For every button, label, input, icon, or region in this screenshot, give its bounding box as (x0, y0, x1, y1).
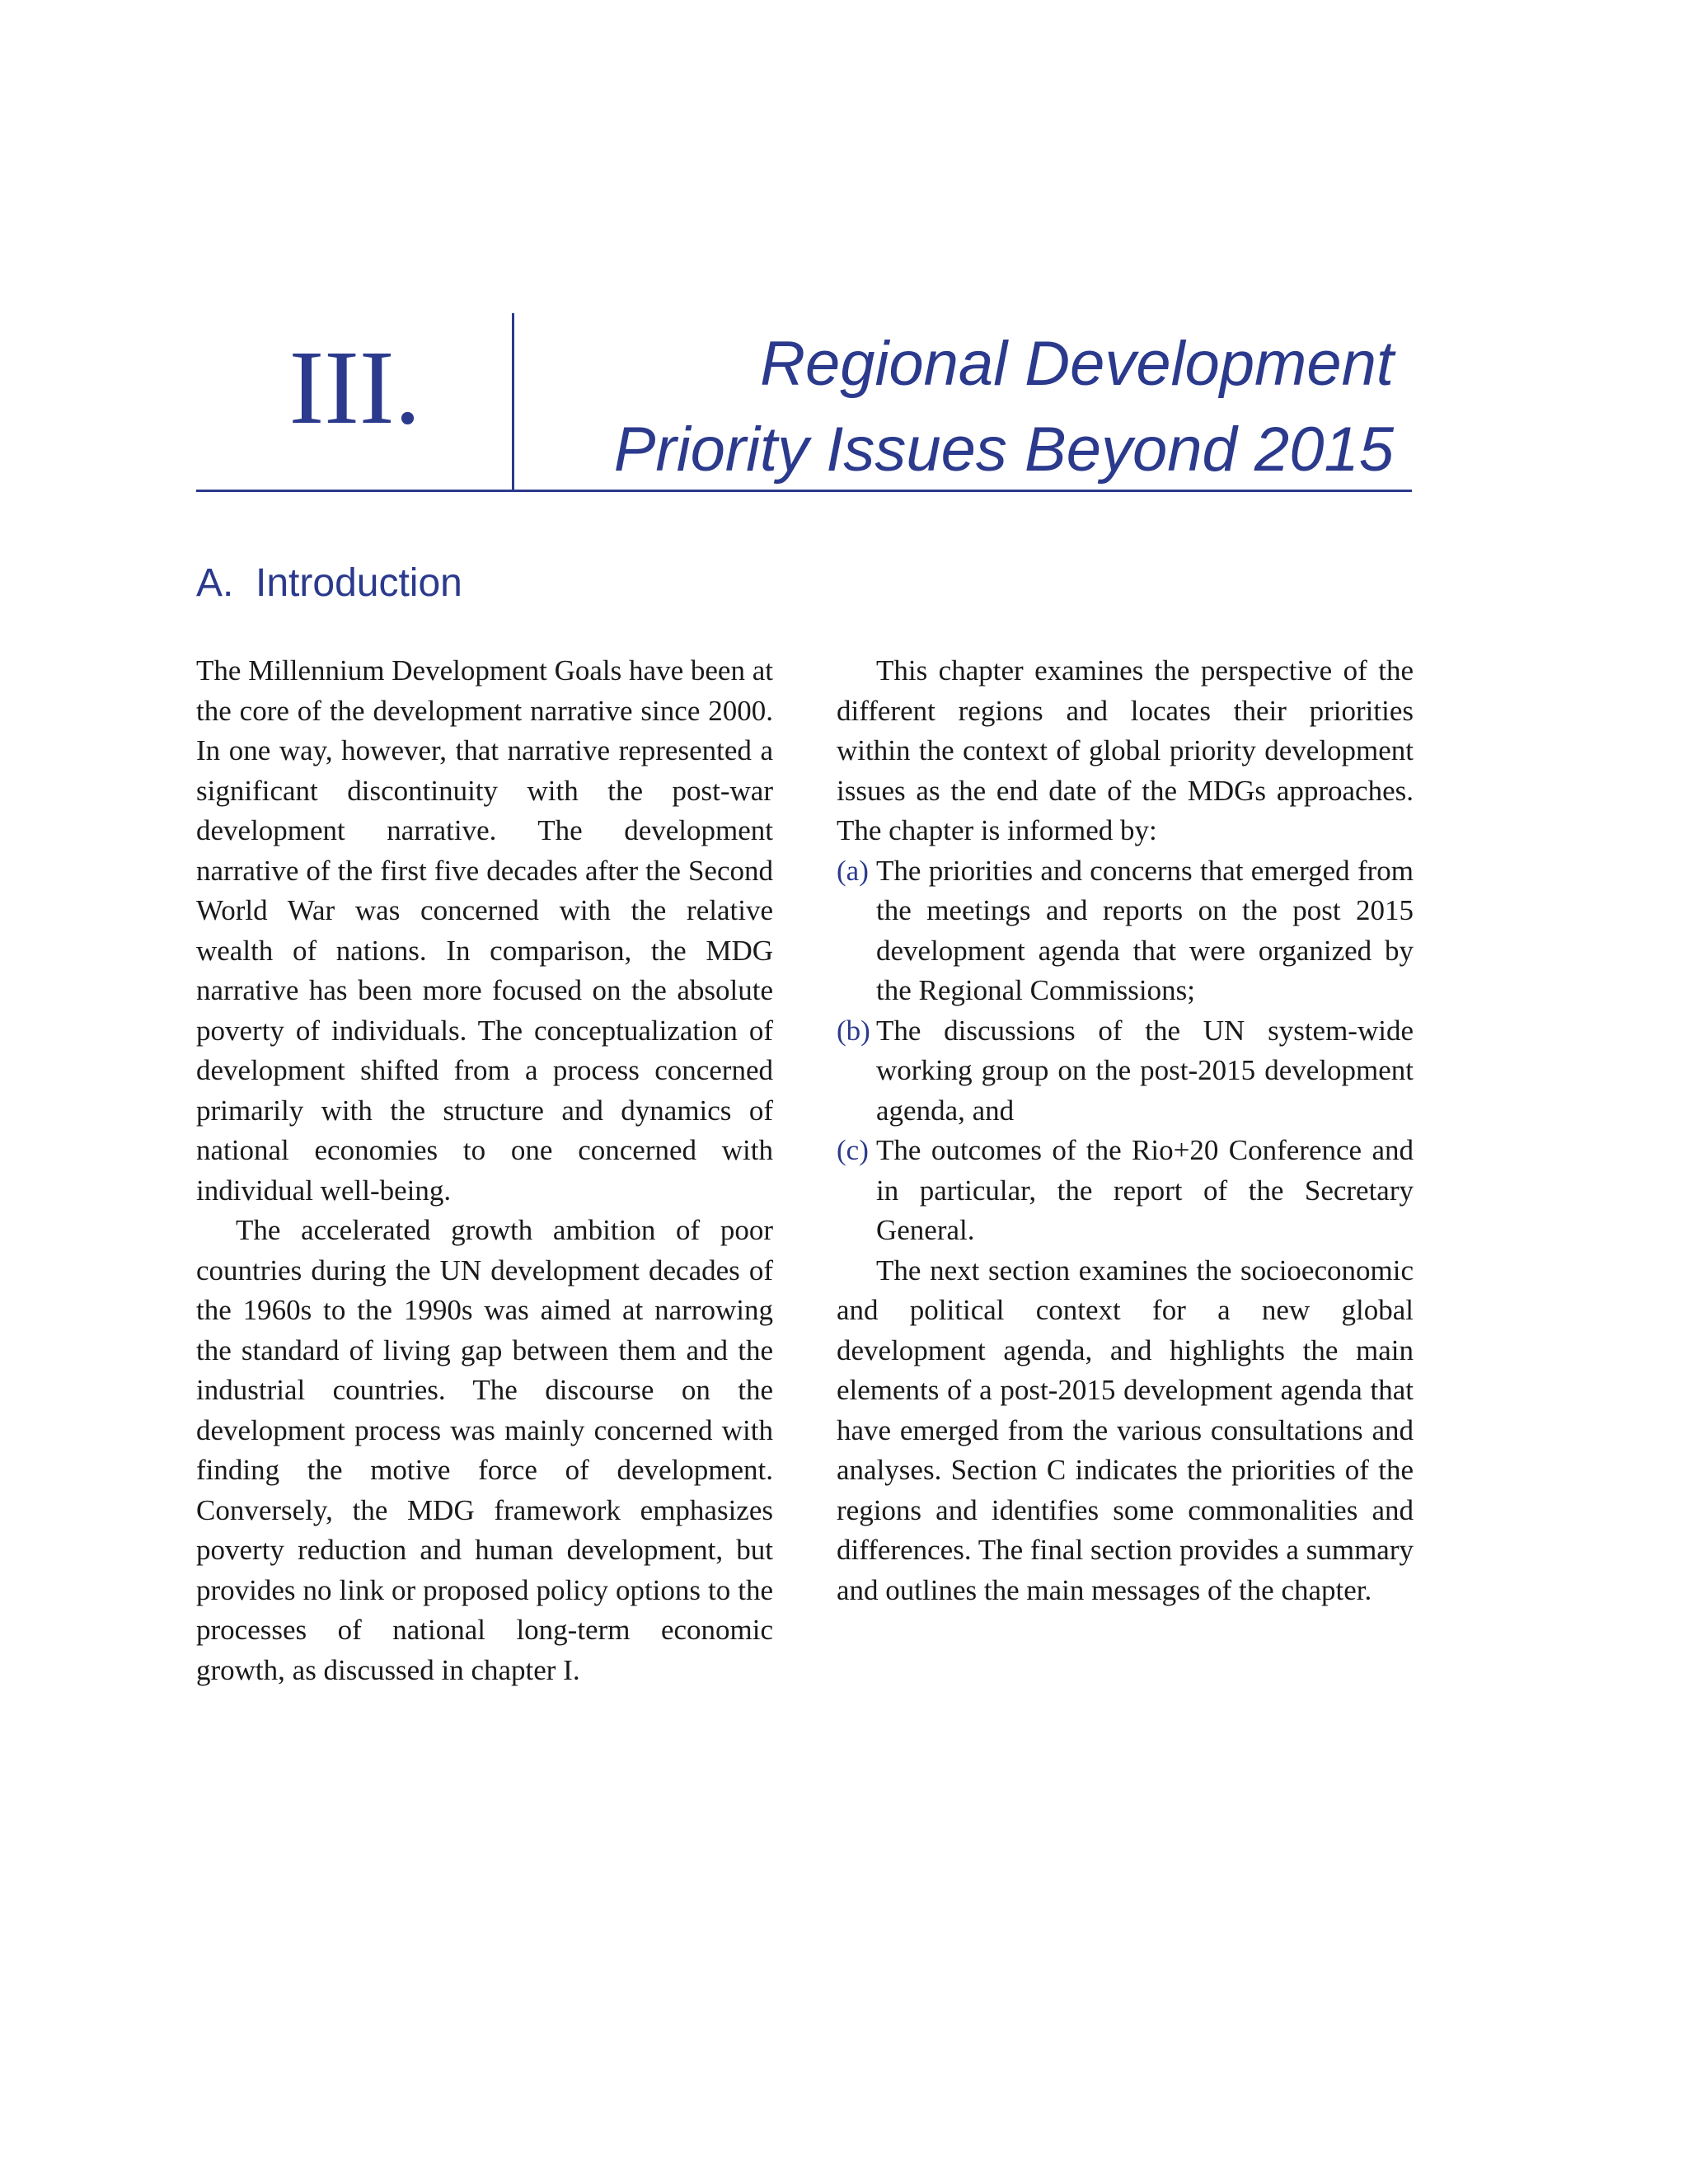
chapter-title (614, 321, 1394, 493)
paragraph: The accelerated growth ambition of poor countries during the UN development decades of the 1960s to the 1990s was aimed at narrowing the standard of living gap between them and the industrial countries. The discourse on the development process was mainly concerned with finding the motive force of development. Conversely, the MDG framework emphasizes poverty reduction and human development, but provides no link or proposed policy options to the processes of national long-term economic growth, as discussed in chapter I. (196, 1214, 773, 1686)
list-marker: (c) (837, 1134, 869, 1166)
list-marker: (a) (837, 854, 869, 887)
paragraph: The Millennium Development Goals have been at the core of the development narrative since 2000. In one way, however, that narrative represented a significant discontinuity with the post-war development narrative. The development narrative of the first five decades after the Second World War was concerned with the relative wealth of nations. In comparison, the MDG narrative has been more focused on the absolute poverty of individuals. The conceptualization of development shifted from a process concerned primarily with the structure and dynamics of national economies to one concerned with individual well-being. (196, 654, 773, 1207)
list-item (837, 1131, 1414, 1251)
list-item (837, 851, 1414, 1011)
paragraph: The next section examines the socioeconomic and political context for a new global development agenda, and highlights the main elements of a post-2015 development agenda that have emerged from the various consultations and analyses. Section C indicates the priorities of the regions and identifies some commonalities and differences. The final section provides a summary and outlines the main messages of the chapter. (837, 1254, 1414, 1606)
right-column (837, 651, 1414, 1610)
list-marker: (b) (837, 1014, 870, 1047)
chapter-number: III. (288, 329, 421, 446)
chapter-title-line-1: Regional Development (760, 329, 1394, 399)
list-item-text: The discussions of the UN system-wide working group on the post-2015 development agenda, and (876, 1014, 1414, 1127)
paragraph: This chapter examines the perspective of the different regions and locates their priorities within the context of global priority development issues as the end date of the MDGs approaches. The chapter is informed by: (837, 654, 1414, 846)
section-heading: A. Introduction (196, 561, 462, 605)
list-item-text: The priorities and concerns that emerged from the meetings and reports on the post 2015 development agenda that were organized by the Regional Commissions; (876, 854, 1414, 1006)
chapter-title-line-2: Priority Issues Beyond 2015 (613, 415, 1394, 485)
left-column (196, 651, 773, 1690)
list-item (837, 1011, 1414, 1132)
list-item-text: The outcomes of the Rio+20 Conference and in particular, the report of the Secretary General. (876, 1134, 1414, 1246)
chapter-header (196, 313, 1412, 492)
header-divider (512, 313, 514, 490)
